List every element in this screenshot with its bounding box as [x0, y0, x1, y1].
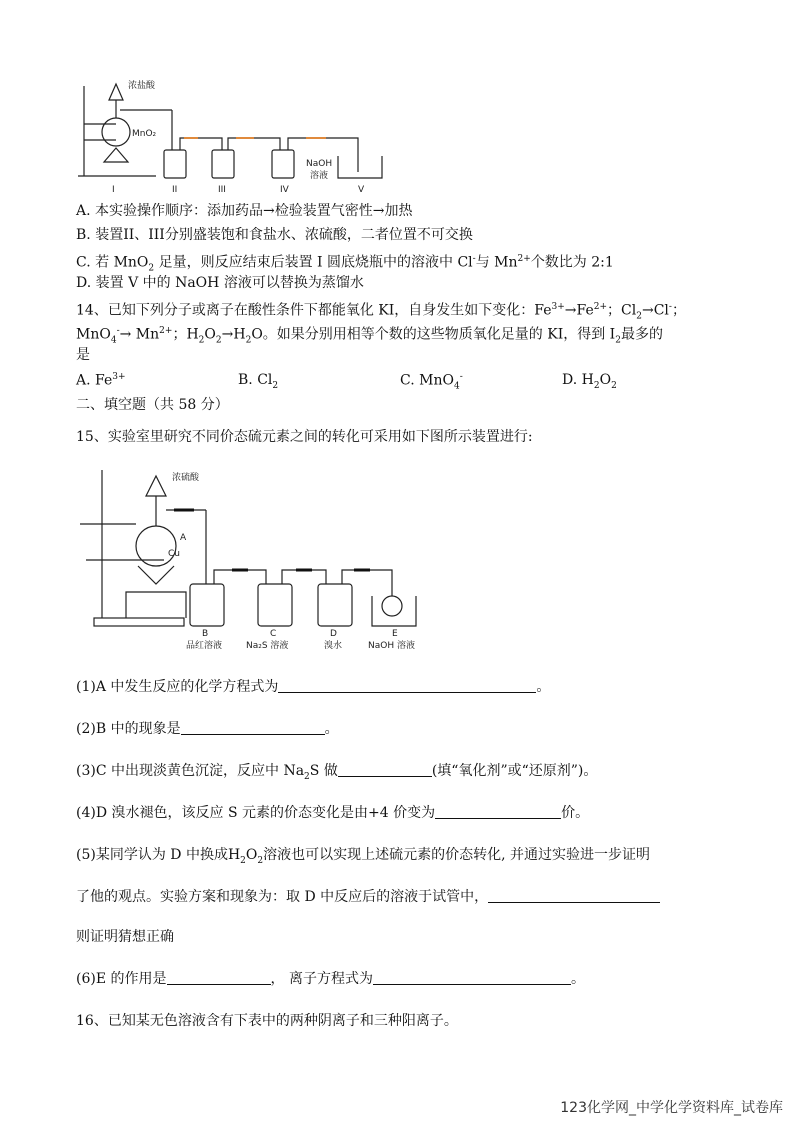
answer-blank-3[interactable]	[338, 762, 432, 777]
q14-line-3: 是	[76, 347, 90, 363]
q15-part-2: (2)B 中的现象是 。	[76, 721, 339, 737]
q15-part-5-line-2: 了他的观点。实验方案和现象为：取 D 中反应后的溶液于试管中，	[76, 888, 660, 906]
q13-option-a: A. 本实验操作顺序：添加药品→检验装置气密性→加热	[76, 203, 413, 219]
q15-part-3: (3)C 中出现淡黄色沉淀，反应中 $Na_2S$ 做 (填“氧化剂”或“还原剂”)。	[76, 763, 598, 782]
answer-blank-1[interactable]	[278, 678, 536, 693]
q13-option-c: C. 若 MnO$_2$ 足量，则反应结束后装置 I 圆底烧瓶中的溶液中 Cl-与 $Mn^{2+}$个数比为 2:1	[76, 254, 614, 274]
chlorine-apparatus-figure	[76, 76, 416, 198]
q14-option-d: D. $H_2O_2$	[562, 372, 617, 391]
fig2-acid-label: 浓硫酸	[172, 473, 200, 483]
fig2-a-label: A	[180, 533, 187, 543]
section-heading: 二、填空题（共 58 分）	[76, 397, 229, 413]
fig1-roman-2: II	[172, 185, 178, 195]
q15-part-5-line-3: 则证明猜想正确	[76, 929, 174, 945]
footer-watermark: 123化学网_中学化学资料库_试卷库	[560, 1100, 783, 1116]
fig2-letter-b: B	[202, 629, 209, 639]
q15-part-1: (1)A 中发生反应的化学方程式为 。	[76, 679, 551, 695]
q14-option-b: B. $Cl_2$	[238, 372, 279, 391]
fig2-letter-e: E	[392, 629, 398, 639]
answer-blank-6b[interactable]	[373, 970, 571, 985]
q15-part-6: (6)E 的作用是 ， 离子方程式为 。	[76, 971, 585, 987]
q15-part-5-line-1: (5)某同学认为 D 中换成$H_2O_2$溶液也可以实现上述硫元素的价态转化, 并通过实验进一步证明	[76, 847, 651, 866]
fig1-roman-3: III	[218, 185, 226, 195]
q13-option-d: D. 装置 V 中的 NaOH 溶液可以替换为蒸馏水	[76, 275, 364, 291]
fig2-cu-label: Cu	[168, 549, 180, 559]
fig1-reagent-label: 浓盐酸	[128, 81, 156, 91]
q14-option-c: C. MnO$_4$-	[400, 372, 463, 392]
fig1-naoh-label-2: 溶液	[310, 171, 329, 181]
fig1-roman-1: I	[112, 185, 115, 195]
fig2-name-d: 溴水	[324, 641, 343, 651]
q13-option-b: B. 装置II、III分别盛装饱和食盐水、浓硫酸，二者位置不可交换	[76, 227, 473, 243]
q15-part-4: (4)D 溴水褪色，该反应 S 元素的价态变化是由+4 价变为 价。	[76, 805, 590, 821]
answer-blank-4[interactable]	[435, 804, 561, 819]
fig2-letter-c: C	[270, 629, 277, 639]
answer-blank-6a[interactable]	[167, 970, 271, 985]
fig1-roman-4: IV	[280, 185, 289, 195]
q14-line-2: $MnO_4^-\to Mn^{2+}$；$H_2O_2\to H_2O$。如果分别用相等个数的这些物质氧化足量的 KI，得到 $I_2$最多的	[76, 326, 663, 346]
fig2-name-e: NaOH 溶液	[368, 641, 415, 651]
sulfur-apparatus-figure	[76, 466, 436, 656]
fig1-roman-5: V	[358, 185, 365, 195]
fig1-naoh-label-1: NaOH	[306, 159, 333, 169]
q14-option-a: A. $Fe^{3+}$	[76, 372, 126, 389]
fig2-name-b: 品红溶液	[186, 641, 223, 651]
answer-blank-5[interactable]	[488, 888, 660, 903]
fig1-mno2-label: MnO₂	[132, 129, 157, 139]
q14-line-1: 14、已知下列分子或离子在酸性条件下都能氧化 KI，自身发生如下变化：$Fe^{3+}\to Fe^{2+}$；$Cl_2\to Cl^-$；	[76, 302, 686, 322]
q16-intro: 16、已知某无色溶液含有下表中的两种阴离子和三种阳离子。	[76, 1013, 458, 1029]
fig2-letter-d: D	[330, 629, 337, 639]
answer-blank-2[interactable]	[181, 720, 325, 735]
fig2-name-c: Na₂S 溶液	[246, 641, 289, 651]
q15-intro: 15、实验室里研究不同价态硫元素之间的转化可采用如下图所示装置进行:	[76, 429, 533, 445]
